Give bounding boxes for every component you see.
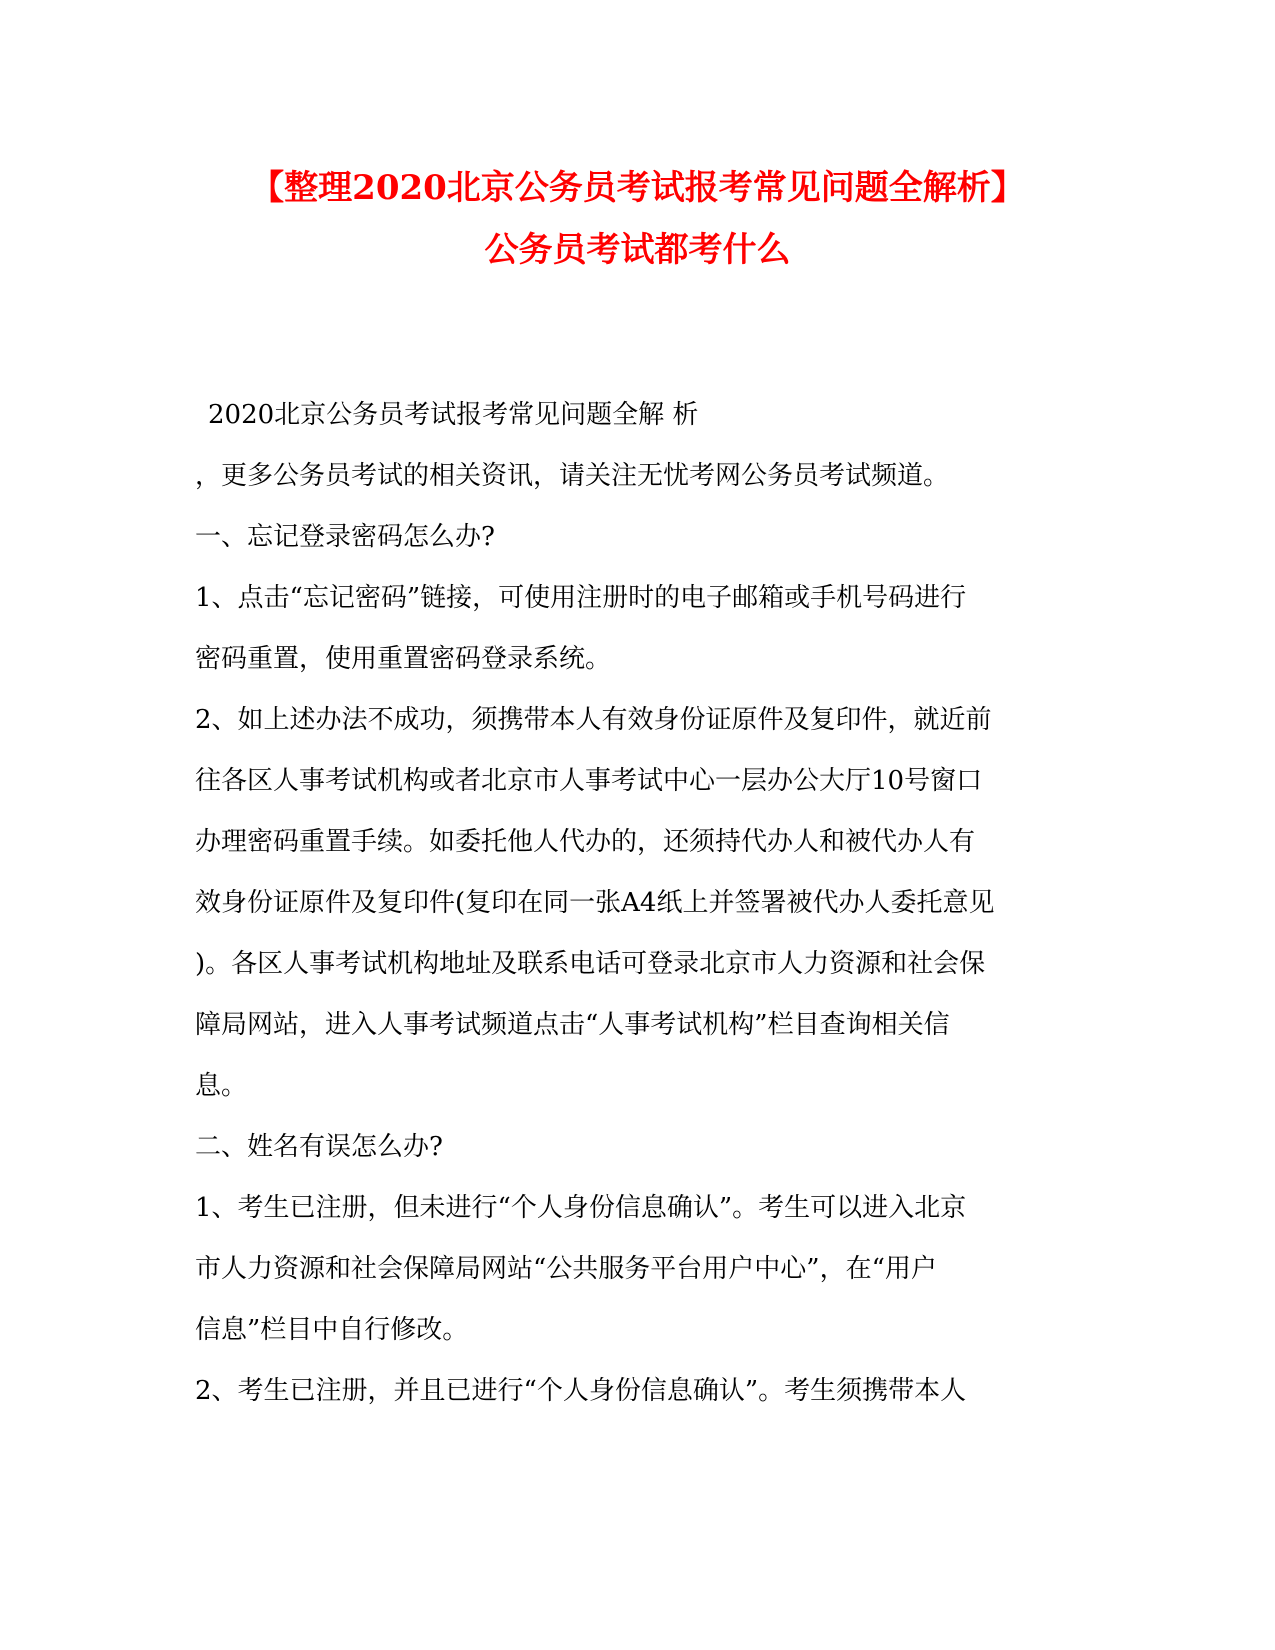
paragraph-line: 1、点击“忘记密码”链接，可使用注册时的电子邮箱或手机号码进行 — [195, 583, 967, 613]
paragraph-line: 效身份证原件及复印件(复印在同一张A4纸上并签署被代办人委托意见 — [195, 888, 995, 918]
paragraph-line: 2、如上述办法不成功，须携带本人有效身份证原件及复印件，就近前 — [195, 705, 992, 735]
section-heading: 一、忘记登录密码怎么办? — [195, 522, 495, 552]
paragraph-line: 信息”栏目中自行修改。 — [195, 1315, 469, 1345]
paragraph-line: 市人力资源和社会保障局网站“公共服务平台用户中心”，在“用户 — [195, 1254, 937, 1284]
paragraph-line: 2020北京公务员考试报考常见问题全解 析 — [208, 400, 699, 430]
title-line-1: 【整理2020北京公务员考试报考常见问题全解析】 — [250, 168, 1025, 208]
paragraph-line: 办理密码重置手续。如委托他人代办的，还须持代办人和被代办人有 — [195, 827, 976, 857]
section-heading: 二、姓名有误怎么办? — [195, 1132, 443, 1162]
paragraph-line: 2、考生已注册，并且已进行“个人身份信息确认”。考生须携带本人 — [195, 1376, 967, 1406]
paragraph-line: ，更多公务员考试的相关资讯，请关注无忧考网公务员考试频道。 — [195, 461, 950, 491]
paragraph-line: 密码重置，使用重置密码登录系统。 — [195, 644, 612, 674]
paragraph-line: )。各区人事考试机构地址及联系电话可登录北京市人力资源和社会保 — [195, 949, 986, 979]
paragraph-line: 息。 — [195, 1071, 248, 1101]
paragraph-line: 1、考生已注册，但未进行“个人身份信息确认”。考生可以进入北京 — [195, 1193, 967, 1223]
paragraph-line: 障局网站，进入人事考试频道点击“人事考试机构”栏目查询相关信 — [195, 1010, 950, 1040]
title-line-2: 公务员考试都考什么 — [484, 230, 791, 270]
paragraph-line: 往各区人事考试机构或者北京市人事考试中心一层办公大厅10号窗口 — [195, 766, 983, 796]
